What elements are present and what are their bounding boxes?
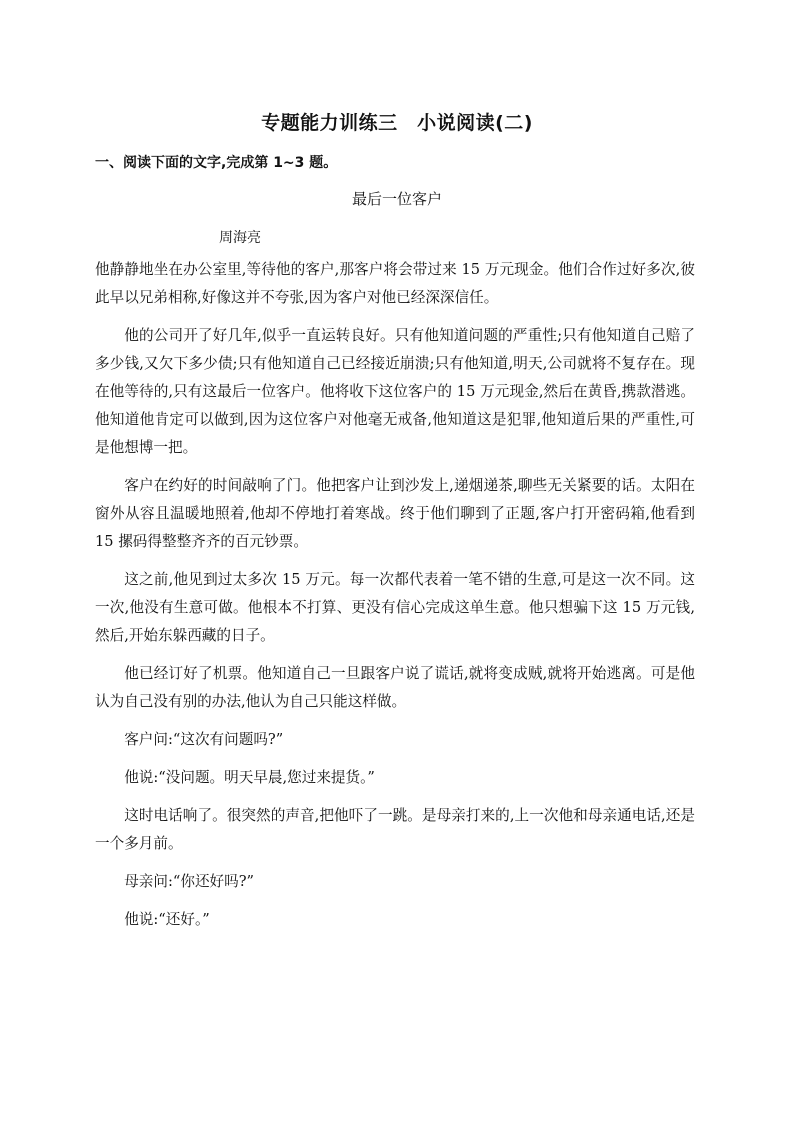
story-paragraph: 这时电话响了。很突然的声音,把他吓了一跳。是母亲打来的,上一次他和母亲通电话,还是一个多月前。 xyxy=(95,807,695,852)
story-body xyxy=(95,256,695,944)
story-title: 最后一位客户 xyxy=(351,190,442,208)
page-title: 专题能力训练三 小说阅读(二) xyxy=(261,112,533,134)
dialogue-line: 他说:“还好。” xyxy=(124,911,210,928)
section-instruction: 一、阅读下面的文字,完成第 1~3 题。 xyxy=(95,155,338,171)
dialogue-line: 母亲问:“你还好吗?” xyxy=(124,873,255,890)
story-paragraph: 他已经订好了机票。他知道自己一旦跟客户说了谎话,就将变成贼,就将开始逃离。可是他认为自己没有别的办法,他认为自己只能这样做。 xyxy=(95,665,695,710)
story-paragraph: 客户在约好的时间敲响了门。他把客户让到沙发上,递烟递茶,聊些无关紧要的话。太阳在窗外从容且温暖地照着,他却不停地打着寒战。终于他们聊到了正题,客户打开密码箱,他看到 15 摞码得整整齐齐的百元钞票。 xyxy=(95,477,695,550)
story-paragraph: 他的公司开了好几年,似乎一直运转良好。只有他知道问题的严重性;只有他知道自己赔了多少钱,又欠下多少债;只有他知道自己已经接近崩溃;只有他知道,明天,公司就将不复存在。现在他等待的,只有这最后一位客户。他将收下这位客户的 15 万元现金,然后在黄昏,携款潜逃。他知道他肯定可以做到,因为这位客户对他毫无戒备,他知道这是犯罪,他知道后果的严重性,可是他想博一把。 xyxy=(95,327,695,456)
story-paragraph: 他静静地坐在办公室里,等待他的客户,那客户将会带过来 15 万元现金。他们合作过好多次,彼此早以兄弟相称,好像这并不夸张,因为客户对他已经深深信任。 xyxy=(95,261,695,306)
dialogue-line: 客户问:“这次有问题吗?” xyxy=(124,731,284,748)
story-paragraph: 这之前,他见到过太多次 15 万元。每一次都代表着一笔不错的生意,可是这一次不同。这一次,他没有生意可做。他根本不打算、更没有信心完成这单生意。他只想骗下这 15 万元钱,然后,开始东躲西藏的日子。 xyxy=(95,571,695,644)
story-author: 周海亮 xyxy=(219,230,261,246)
dialogue-line: 他说:“没问题。明天早晨,您过来提货。” xyxy=(124,769,375,786)
